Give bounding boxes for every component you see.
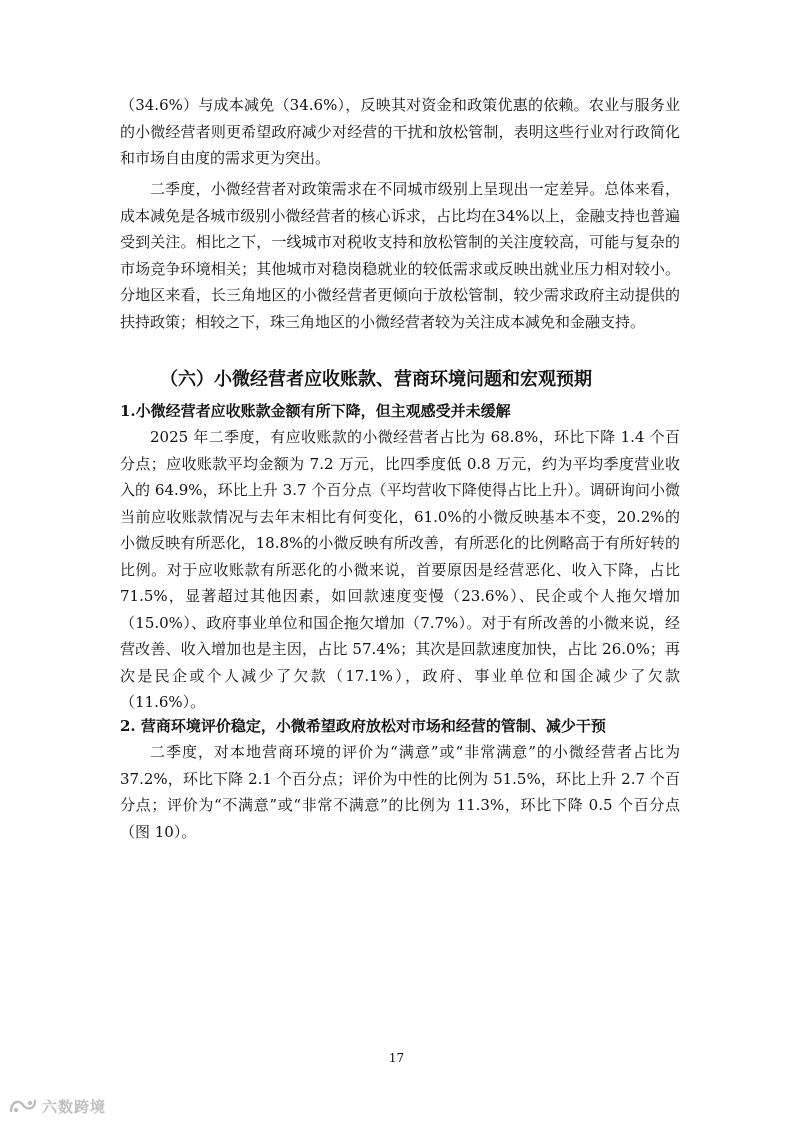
- body-paragraph-2: 二季度，小微经营者对政策需求在不同城市级别上呈现出一定差异。总体来看，成本减免是各城市级别小微经营者的核心诉求，占比均在34%以上，金融支持也普遍受到关注。相比之下，一线城市对税收支持和放松管制的关注度较高，可能与复杂的市场竞争环境相关；其他城市对稳岗稳就业的较低需求或反映出就业压力相对较小。分地区来看，长三角地区的小微经营者更倾向于放松管制，较少需求政府主动提供的扶持政策；相较之下，珠三角地区的小微经营者较为关注成本减免和金融支持。: [120, 180, 680, 331]
- section-heading: （六）小微经营者应收账款、营商环境问题和宏观预期: [160, 369, 592, 390]
- page-number: 17: [388, 1051, 405, 1065]
- body-paragraph-4: 二季度，对本地营商环境的评价为“满意”或“非常满意”的小微经营者占比为 37.2%，环比下降 2.1 个百分点；评价为中性的比例为 51.5%，环比上升 2.7 个百分点；评价为“不满意”或“非常不满意”的比例为 11.3%，环比下降 0.5 个百分点（图 10）。: [120, 743, 680, 841]
- subsection-heading-1: 1.小微经营者应收账款金额有所下降，但主观感受并未缓解: [120, 402, 511, 420]
- watermark: [8, 1094, 106, 1118]
- watermark-logo-icon: [8, 1096, 38, 1116]
- body-paragraph-3: 2025 年二季度，有应收账款的小微经营者占比为 68.8%，环比下降 1.4 个百分点；应收账款平均金额为 7.2 万元，比四季度低 0.8 万元，约为平均季度营业收入的 64.9%，环比上升 3.7 个百分点（平均营收下降使得占比上升）。调研询问小微当前应收账款情况与去年末相比有何变化，61.0%的小微反映基本不变，20.2%的小微反映有所恶化，18.8%的小微反映有所改善，有所恶化的比例略高于有所好转的比例。对于应收账款有所恶化的小微来说，首要原因是经营恶化、收入下降，占比 71.5%，显著超过其他因素，如回款速度变慢（23.6%）、民企或个人拖欠增加（15.0%）、政府事业单位和国企拖欠增加（7.7%）。对于有所改善的小微来说，经营改善、收入增加也是主因，占比 57.4%；其次是回款速度加快，占比 26.0%；再次是民企或个人减少了欠款（17.1%），政府、事业单位和国企减少了欠款（11.6%）。: [120, 428, 680, 711]
- subsection-heading-2: 2. 营商环境评价稳定，小微希望政府放松对市场和经营的管制、减少干预: [120, 717, 606, 735]
- body-paragraph-1: （34.6%）与成本减免（34.6%），反映其对资金和政策优惠的依赖。农业与服务业的小微经营者则更希望政府减少对经营的干扰和放松管制，表明这些行业对行政简化和市场自由度的需求更为突出。: [120, 96, 680, 167]
- watermark-text: 六数跨境: [42, 1097, 107, 1116]
